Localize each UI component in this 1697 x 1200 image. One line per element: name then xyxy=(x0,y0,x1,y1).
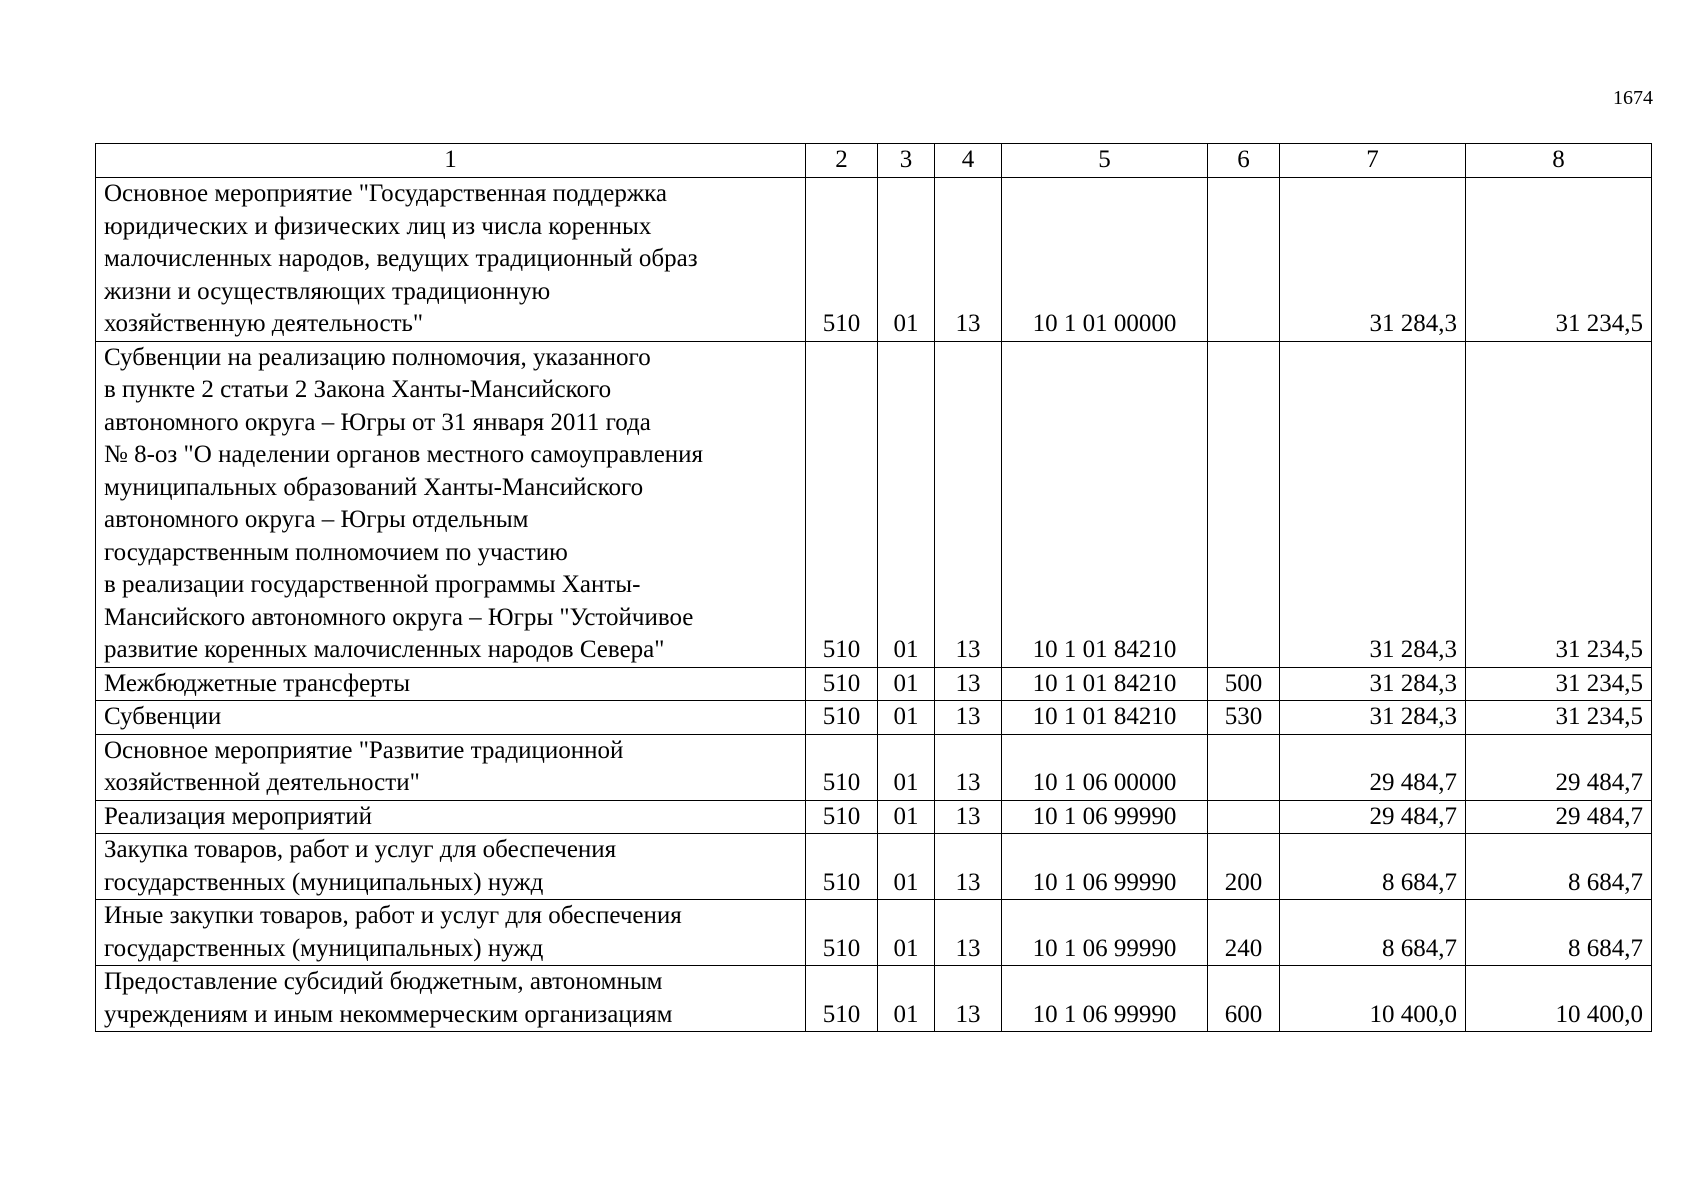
row-section: 01 xyxy=(878,734,935,800)
row-expense-type: 240 xyxy=(1208,900,1280,966)
row-target-article: 10 1 06 99990 xyxy=(1002,834,1208,900)
row-section: 01 xyxy=(878,800,935,834)
header-cell-3: 3 xyxy=(878,144,935,178)
header-cell-2: 2 xyxy=(806,144,878,178)
row-name: Межбюджетные трансферты xyxy=(96,667,806,701)
row-amount-col8: 31 234,5 xyxy=(1466,341,1652,667)
row-amount-col7: 29 484,7 xyxy=(1280,800,1466,834)
row-section: 01 xyxy=(878,834,935,900)
row-section: 01 xyxy=(878,966,935,1032)
row-expense-type: 500 xyxy=(1208,667,1280,701)
table-row xyxy=(96,900,1652,966)
row-amount-col8: 8 684,7 xyxy=(1466,834,1652,900)
row-amount-col8: 29 484,7 xyxy=(1466,800,1652,834)
row-target-article: 10 1 01 84210 xyxy=(1002,341,1208,667)
row-admin-code: 510 xyxy=(806,667,878,701)
header-cell-8: 8 xyxy=(1466,144,1652,178)
header-cell-5: 5 xyxy=(1002,144,1208,178)
row-name: Иные закупки товаров, работ и услуг для обеспечения государственных (муниципальных) нужд xyxy=(96,900,806,966)
row-subsection: 13 xyxy=(935,800,1002,834)
row-expense-type xyxy=(1208,341,1280,667)
header-row xyxy=(96,144,1652,178)
row-amount-col8: 10 400,0 xyxy=(1466,966,1652,1032)
row-amount-col8: 8 684,7 xyxy=(1466,900,1652,966)
table-row xyxy=(96,800,1652,834)
row-target-article: 10 1 06 99990 xyxy=(1002,966,1208,1032)
page-number: 1674 xyxy=(1613,87,1653,109)
row-section: 01 xyxy=(878,900,935,966)
row-amount-col8: 29 484,7 xyxy=(1466,734,1652,800)
row-admin-code: 510 xyxy=(806,966,878,1032)
row-name: Основное мероприятие "Государственная поддержка юридических и физических лиц из числа коренных малочисленных народов, ведущих традиционный образ жизни и осуществляющих традиционную хозяйственную деятельность" xyxy=(96,178,806,342)
row-admin-code: 510 xyxy=(806,178,878,342)
row-amount-col7: 31 284,3 xyxy=(1280,178,1466,342)
row-admin-code: 510 xyxy=(806,734,878,800)
table-row xyxy=(96,667,1652,701)
row-amount-col8: 31 234,5 xyxy=(1466,178,1652,342)
row-amount-col8: 31 234,5 xyxy=(1466,667,1652,701)
table-row xyxy=(96,341,1652,667)
row-section: 01 xyxy=(878,178,935,342)
row-expense-type: 530 xyxy=(1208,701,1280,735)
header-cell-7: 7 xyxy=(1280,144,1466,178)
row-section: 01 xyxy=(878,341,935,667)
row-target-article: 10 1 06 00000 xyxy=(1002,734,1208,800)
row-amount-col7: 8 684,7 xyxy=(1280,834,1466,900)
row-name: Предоставление субсидий бюджетным, автономным учреждениям и иным некоммерческим организациям xyxy=(96,966,806,1032)
header-cell-6: 6 xyxy=(1208,144,1280,178)
row-target-article: 10 1 01 84210 xyxy=(1002,667,1208,701)
row-subsection: 13 xyxy=(935,966,1002,1032)
row-subsection: 13 xyxy=(935,341,1002,667)
row-expense-type xyxy=(1208,800,1280,834)
row-expense-type xyxy=(1208,178,1280,342)
row-amount-col8: 31 234,5 xyxy=(1466,701,1652,735)
row-amount-col7: 31 284,3 xyxy=(1280,667,1466,701)
row-subsection: 13 xyxy=(935,701,1002,735)
row-admin-code: 510 xyxy=(806,341,878,667)
row-name: Реализация мероприятий xyxy=(96,800,806,834)
row-expense-type: 600 xyxy=(1208,966,1280,1032)
row-subsection: 13 xyxy=(935,667,1002,701)
table-row xyxy=(96,834,1652,900)
row-target-article: 10 1 01 84210 xyxy=(1002,701,1208,735)
row-section: 01 xyxy=(878,701,935,735)
row-expense-type: 200 xyxy=(1208,834,1280,900)
row-admin-code: 510 xyxy=(806,701,878,735)
row-name: Субвенции xyxy=(96,701,806,735)
row-subsection: 13 xyxy=(935,178,1002,342)
table-row xyxy=(96,734,1652,800)
row-target-article: 10 1 01 00000 xyxy=(1002,178,1208,342)
row-subsection: 13 xyxy=(935,734,1002,800)
row-subsection: 13 xyxy=(935,834,1002,900)
header-cell-1: 1 xyxy=(96,144,806,178)
budget-table xyxy=(95,143,1652,1032)
row-admin-code: 510 xyxy=(806,900,878,966)
row-amount-col7: 31 284,3 xyxy=(1280,701,1466,735)
row-expense-type xyxy=(1208,734,1280,800)
row-amount-col7: 29 484,7 xyxy=(1280,734,1466,800)
table-row xyxy=(96,701,1652,735)
row-name: Закупка товаров, работ и услуг для обеспечения государственных (муниципальных) нужд xyxy=(96,834,806,900)
row-section: 01 xyxy=(878,667,935,701)
row-name: Основное мероприятие "Развитие традиционной хозяйственной деятельности" xyxy=(96,734,806,800)
table-row xyxy=(96,966,1652,1032)
table-row xyxy=(96,178,1652,342)
row-subsection: 13 xyxy=(935,900,1002,966)
row-amount-col7: 31 284,3 xyxy=(1280,341,1466,667)
row-admin-code: 510 xyxy=(806,800,878,834)
row-admin-code: 510 xyxy=(806,834,878,900)
row-target-article: 10 1 06 99990 xyxy=(1002,900,1208,966)
row-name: Субвенции на реализацию полномочия, указанного в пункте 2 статьи 2 Закона Ханты-Мансийского автономного округа – Югры от 31 января 2011 года № 8-оз "О наделении органов местного самоуправления муниципальных образований Ханты-Мансийского автономного округа – Югры отдельным государственным полномочием по участию в реализации государственной программы Ханты- Мансийского автономного округа – Югры "Устойчивое развитие коренных малочисленных народов Севера" xyxy=(96,341,806,667)
row-target-article: 10 1 06 99990 xyxy=(1002,800,1208,834)
row-amount-col7: 8 684,7 xyxy=(1280,900,1466,966)
header-cell-4: 4 xyxy=(935,144,1002,178)
row-amount-col7: 10 400,0 xyxy=(1280,966,1466,1032)
